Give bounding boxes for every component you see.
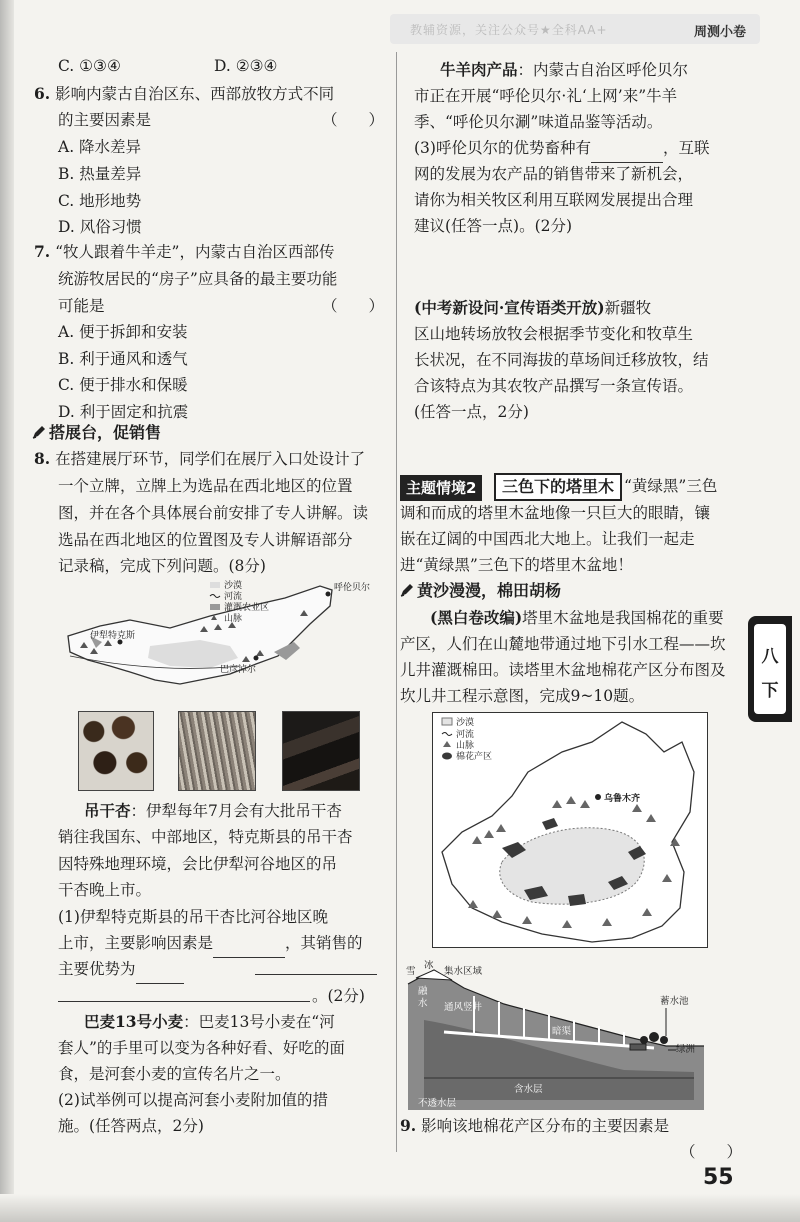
q8-4-line-5: (任答一点，2分) <box>414 403 529 421</box>
wheat-text-3: 食，是河套小麦的宣传名片之一。 <box>58 1065 291 1083</box>
q8-4-text-1: 新疆牧 <box>604 299 652 317</box>
q8-1-line-3 <box>58 955 184 984</box>
theme-tag: 主题情境2 <box>400 475 482 501</box>
side-tab-line-1: 八 <box>761 647 779 667</box>
section-title-tarim <box>400 578 561 601</box>
beef-text-1: ：内蒙古自治区呼伦贝尔 <box>517 61 689 79</box>
apricot-title: 吊干杏 <box>84 801 131 820</box>
theme-intro-3: 嵌在辽阔的中国西北大地上。让我们一起走 <box>400 530 695 548</box>
pencil-icon <box>400 583 414 597</box>
cotton-text-4: 坎儿井工程示意图，完成9~10题。 <box>400 687 645 705</box>
map2-legend-mountain: 山脉 <box>456 741 475 751</box>
theme-intro-4: 进“黄绿黑”三色下的塔里木盆地！ <box>400 556 633 574</box>
q6-option-a[interactable]: A. 降水差异 <box>58 138 142 156</box>
side-tab-line-2: 下 <box>761 681 779 701</box>
q6-option-d[interactable]: D. 风俗习惯 <box>58 218 142 236</box>
q8-1-line-3-text: 主要优势为 <box>58 960 136 978</box>
northwest-location-map <box>60 576 382 706</box>
q6-option-b[interactable]: B. 热量差异 <box>58 165 142 183</box>
answer-blank[interactable] <box>255 974 377 975</box>
q8-3-line-2: 网的发展为农产品的销售带来了新机会， <box>414 165 694 183</box>
answer-blank[interactable] <box>58 1001 310 1002</box>
cotton-text-1: 塔里木盆地是我国棉花的重要 <box>522 609 724 627</box>
q8-2-line-1: (2)试举例可以提高河套小麦附加值的措 <box>58 1091 328 1109</box>
q5-option-d[interactable]: D. ②③④ <box>214 57 278 75</box>
section-title-text: 黄沙漫漫，棉田胡杨 <box>417 581 562 600</box>
theme-intro-1: “黄绿黑”三色 <box>624 477 718 495</box>
question-8-line-5: 记录稿，完成下列问题。(8分) <box>58 557 266 575</box>
q8-1-line-2 <box>58 929 363 958</box>
book-spine <box>0 0 14 1222</box>
wheat-title: 巴麦13号小麦 <box>84 1012 184 1031</box>
q6-option-c[interactable]: C. 地形地势 <box>58 192 142 210</box>
map1-legend-desert: 沙漠 <box>224 581 243 591</box>
q8-3-line-1a: (3)呼伦贝尔的优势畜种有 <box>414 139 591 157</box>
question-6-stem <box>34 80 334 108</box>
cotton-intro-line-1 <box>430 604 724 632</box>
q8-4-line-4: 合该特点为其农牧产品撰写一条宣传语。 <box>414 377 694 395</box>
beef-intro-line-1 <box>440 56 688 84</box>
q7-option-a[interactable]: A. 便于拆卸和安装 <box>58 323 188 341</box>
answer-paren[interactable]: （ ） <box>322 111 385 129</box>
q7-option-b[interactable]: B. 利于通风和透气 <box>58 350 188 368</box>
karez-label-pool: 蓄水池 <box>660 996 689 1007</box>
q8-4-line-3: 长状况，在不同海拔的草场间迁移放牧，结 <box>414 351 709 369</box>
q8-3-line-1b: ，互联 <box>662 139 710 157</box>
question-7-line-1: “牧人跟着牛羊走”，内蒙古自治区西部传 <box>55 243 335 261</box>
beef-text-2: 市正在开展“呼伦贝尔·礼‘上网’来”牛羊 <box>414 87 678 105</box>
question-9-text: 影响该地棉花产区分布的主要因素是 <box>421 1117 670 1135</box>
map1-legend-river: 河流 <box>224 592 243 602</box>
q7-option-d[interactable]: D. 利于固定和抗震 <box>58 403 189 421</box>
page-number: 55 <box>703 1165 734 1190</box>
apricot-text-1: ：伊犁每年7月会有大批吊干杏 <box>130 802 342 820</box>
wheat-text-1: ：巴麦13号小麦在“河 <box>183 1013 335 1031</box>
karez-label-catch: 集水区域 <box>444 966 483 977</box>
q8-4-line-2: 区山地转场放牧会根据季节变化和牧草生 <box>414 325 694 343</box>
q8-1-line-1: (1)伊犁特克斯县的吊干杏比河谷地区晚 <box>58 908 328 926</box>
apricot-text-2: 销往我国东、中部地区，特克斯县的吊干杏 <box>58 828 353 846</box>
map1-legend-mountain: 山脉 <box>224 614 243 624</box>
map2-legend-river: 河流 <box>456 730 475 740</box>
q8-3-line-3: 请你为相关牧区利用互联网发展提出合理 <box>414 191 694 209</box>
q8-1-line-2b: ，其销售的 <box>285 934 363 952</box>
answer-blank[interactable] <box>213 929 285 958</box>
section-title-text: 搭展台，促销售 <box>49 423 162 442</box>
map1-label-bayannur: 巴彦淖尔 <box>220 665 257 675</box>
karez-label-water: 水 <box>418 998 428 1009</box>
grade-side-tab <box>748 616 792 722</box>
q8-1-score: 。(2分) <box>312 987 365 1005</box>
question-8-line-4: 选品在西北地区的位置图及专人讲解语部分 <box>58 531 353 549</box>
map2-legend-cotton: 棉花产区 <box>456 752 493 762</box>
map1-legend-irrigation: 灌溉农业区 <box>224 603 270 613</box>
cotton-tag: (黑白卷改编) <box>430 608 523 627</box>
karez-label-melt: 融 <box>418 986 428 997</box>
question-7-line-2: 统游牧居民的“房子”应具备的最主要功能 <box>58 270 338 288</box>
section-title-exhibition <box>32 420 161 443</box>
q8-1-line-2a: 上市，主要影响因素是 <box>58 934 214 952</box>
apricot-intro-line-1 <box>84 797 342 825</box>
q8-4-tag: (中考新设问·宣传语类开放) <box>414 298 605 317</box>
question-7-stem <box>34 238 334 266</box>
wheat-text-2: 套人”的手里可以变为各种好看、好吃的面 <box>58 1039 345 1057</box>
cotton-text-2: 产区，人们在山麓地带通过地下引水工程——坎 <box>400 635 726 653</box>
pencil-icon <box>32 425 46 439</box>
theme-title: 三色下的塔里木 <box>494 473 622 501</box>
map2-city-urumqi: 乌鲁木齐 <box>604 794 641 804</box>
answer-blank[interactable] <box>136 955 184 984</box>
question-8-line-1: 在搭建展厅环节，同学们在展厅入口处设计了 <box>55 450 366 468</box>
karez-label-aquifer: 含水层 <box>514 1084 543 1095</box>
beef-title: 牛羊肉产品 <box>440 60 518 79</box>
apricot-text-4: 干杏晚上市。 <box>58 881 152 899</box>
question-8-line-3: 图，并在各个具体展台前安排了专人讲解。读 <box>58 504 369 522</box>
page-edge-shadow <box>0 1194 800 1222</box>
header-watermark: 教辅资源，关注公众号★全科AA+ <box>410 23 608 37</box>
answer-paren[interactable]: （ ） <box>322 297 385 315</box>
q7-option-c[interactable]: C. 便于排水和保暖 <box>58 376 188 394</box>
wheat-photo <box>178 711 256 791</box>
beef-text-3: 季、“呼伦贝尔涮”味道品鉴等活动。 <box>414 113 663 131</box>
question-8-line-2: 一个立牌，立牌上为选品在西北地区的位置 <box>58 477 353 495</box>
series-title: 周测小卷 <box>693 25 746 40</box>
theme-intro-2: 调和而成的塔里木盆地像一只巨大的眼睛，镶 <box>400 504 711 522</box>
karez-label-ice: 冰 <box>424 960 434 971</box>
q8-3-line-4: 建议(任答一点)。(2分) <box>414 217 573 235</box>
q8-3-line-1 <box>414 134 709 163</box>
side-tab-label <box>754 624 786 714</box>
question-9-stem <box>400 1112 669 1140</box>
question-8-stem <box>34 445 365 473</box>
map1-label-yili: 伊犁特克斯 <box>90 631 136 641</box>
question-6-line-1: 影响内蒙古自治区东、西部放牧方式不同 <box>55 85 335 103</box>
question-7-line-3: 可能是 <box>58 297 105 315</box>
karez-label-snow: 雪 <box>406 966 416 977</box>
apricot-text-3: 因特殊地理环境，会比伊犁河谷地区的吊 <box>58 855 338 873</box>
answer-paren[interactable]: （ ） <box>680 1143 743 1161</box>
question-number: 6. <box>34 84 51 103</box>
beef-jerky-photo <box>282 711 360 791</box>
dried-apricot-photo <box>78 711 154 791</box>
q8-2-line-2: 施。(任答两点，2分) <box>58 1117 204 1135</box>
q5-option-c[interactable]: C. ①③④ <box>58 57 121 75</box>
map1-label-hulunbuir: 呼伦贝尔 <box>334 583 371 593</box>
column-divider <box>396 52 397 1152</box>
q8-4-line-1 <box>414 294 651 322</box>
wheat-intro-line-1 <box>84 1008 335 1036</box>
karez-label-channel: 暗渠 <box>552 1026 572 1037</box>
tarim-cotton-map <box>432 712 708 948</box>
karez-label-shaft: 通风竖井 <box>444 1002 483 1013</box>
question-number: 9. <box>400 1116 417 1135</box>
page-header <box>390 14 760 44</box>
answer-blank[interactable] <box>591 134 663 163</box>
karez-diagram <box>404 960 704 1110</box>
map2-legend-desert: 沙漠 <box>456 718 475 728</box>
question-number: 7. <box>34 242 51 261</box>
karez-label-impermeable: 不透水层 <box>418 1098 457 1109</box>
cotton-text-3: 儿井灌溉棉田。读塔里木盆地棉花产区分布图及 <box>400 661 726 679</box>
karez-label-oasis: 绿洲 <box>676 1044 696 1055</box>
question-6-line-2: 的主要因素是 <box>58 111 152 129</box>
question-number: 8. <box>34 449 51 468</box>
